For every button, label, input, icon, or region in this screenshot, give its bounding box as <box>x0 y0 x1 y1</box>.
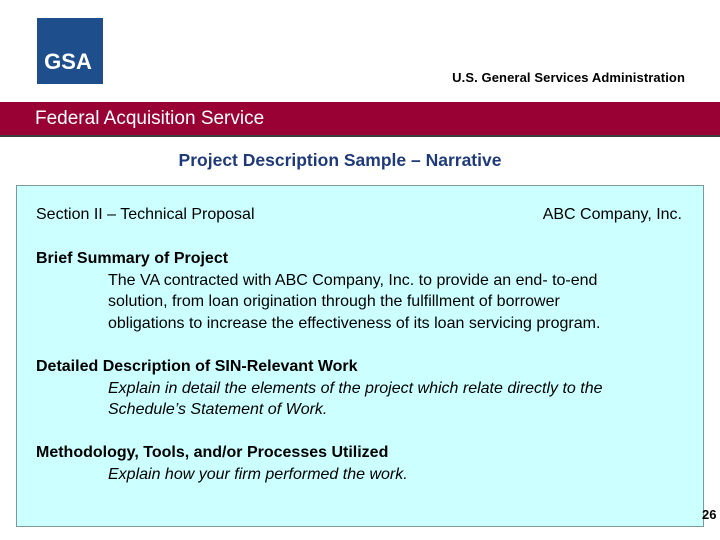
methodology-block <box>36 442 686 485</box>
body-line: Explain in detail the elements of the project which relate directly to the <box>108 379 603 397</box>
slide-title: Project Description Sample – Narrative <box>178 150 502 170</box>
body-line: Explain how your firm performed the work. <box>108 465 408 483</box>
block-heading: Detailed Description of SIN-Relevant Work <box>36 358 358 375</box>
agency-name: U.S. General Services Administration <box>452 70 685 85</box>
body-line: obligations to increase the effectiveness of its loan servicing program. <box>108 314 601 332</box>
detailed-description-block <box>36 356 686 421</box>
page-number: 26 <box>702 507 717 522</box>
block-heading: Methodology, Tools, and/or Processes Utilized <box>36 444 389 461</box>
section-label: Section II – Technical Proposal <box>36 206 255 223</box>
block-body <box>36 378 686 421</box>
summary-block <box>36 248 686 334</box>
banner-divider <box>0 135 720 137</box>
block-body <box>36 270 686 335</box>
body-line: The VA contracted with ABC Company, Inc. to provide an end- to-end <box>108 271 598 289</box>
gsa-logo-text: GSA <box>44 49 92 74</box>
body-line: Schedule’s Statement of Work. <box>108 401 328 418</box>
company-label: ABC Company, Inc. <box>542 206 682 223</box>
banner-title: Federal Acquisition Service <box>35 108 265 129</box>
block-body <box>36 464 686 486</box>
gsa-logo <box>37 18 103 84</box>
block-heading: Brief Summary of Project <box>36 250 229 267</box>
gsa-logo-icon <box>37 18 103 84</box>
body-line: solution, from loan origination through the fulfillment of borrower <box>108 293 560 310</box>
